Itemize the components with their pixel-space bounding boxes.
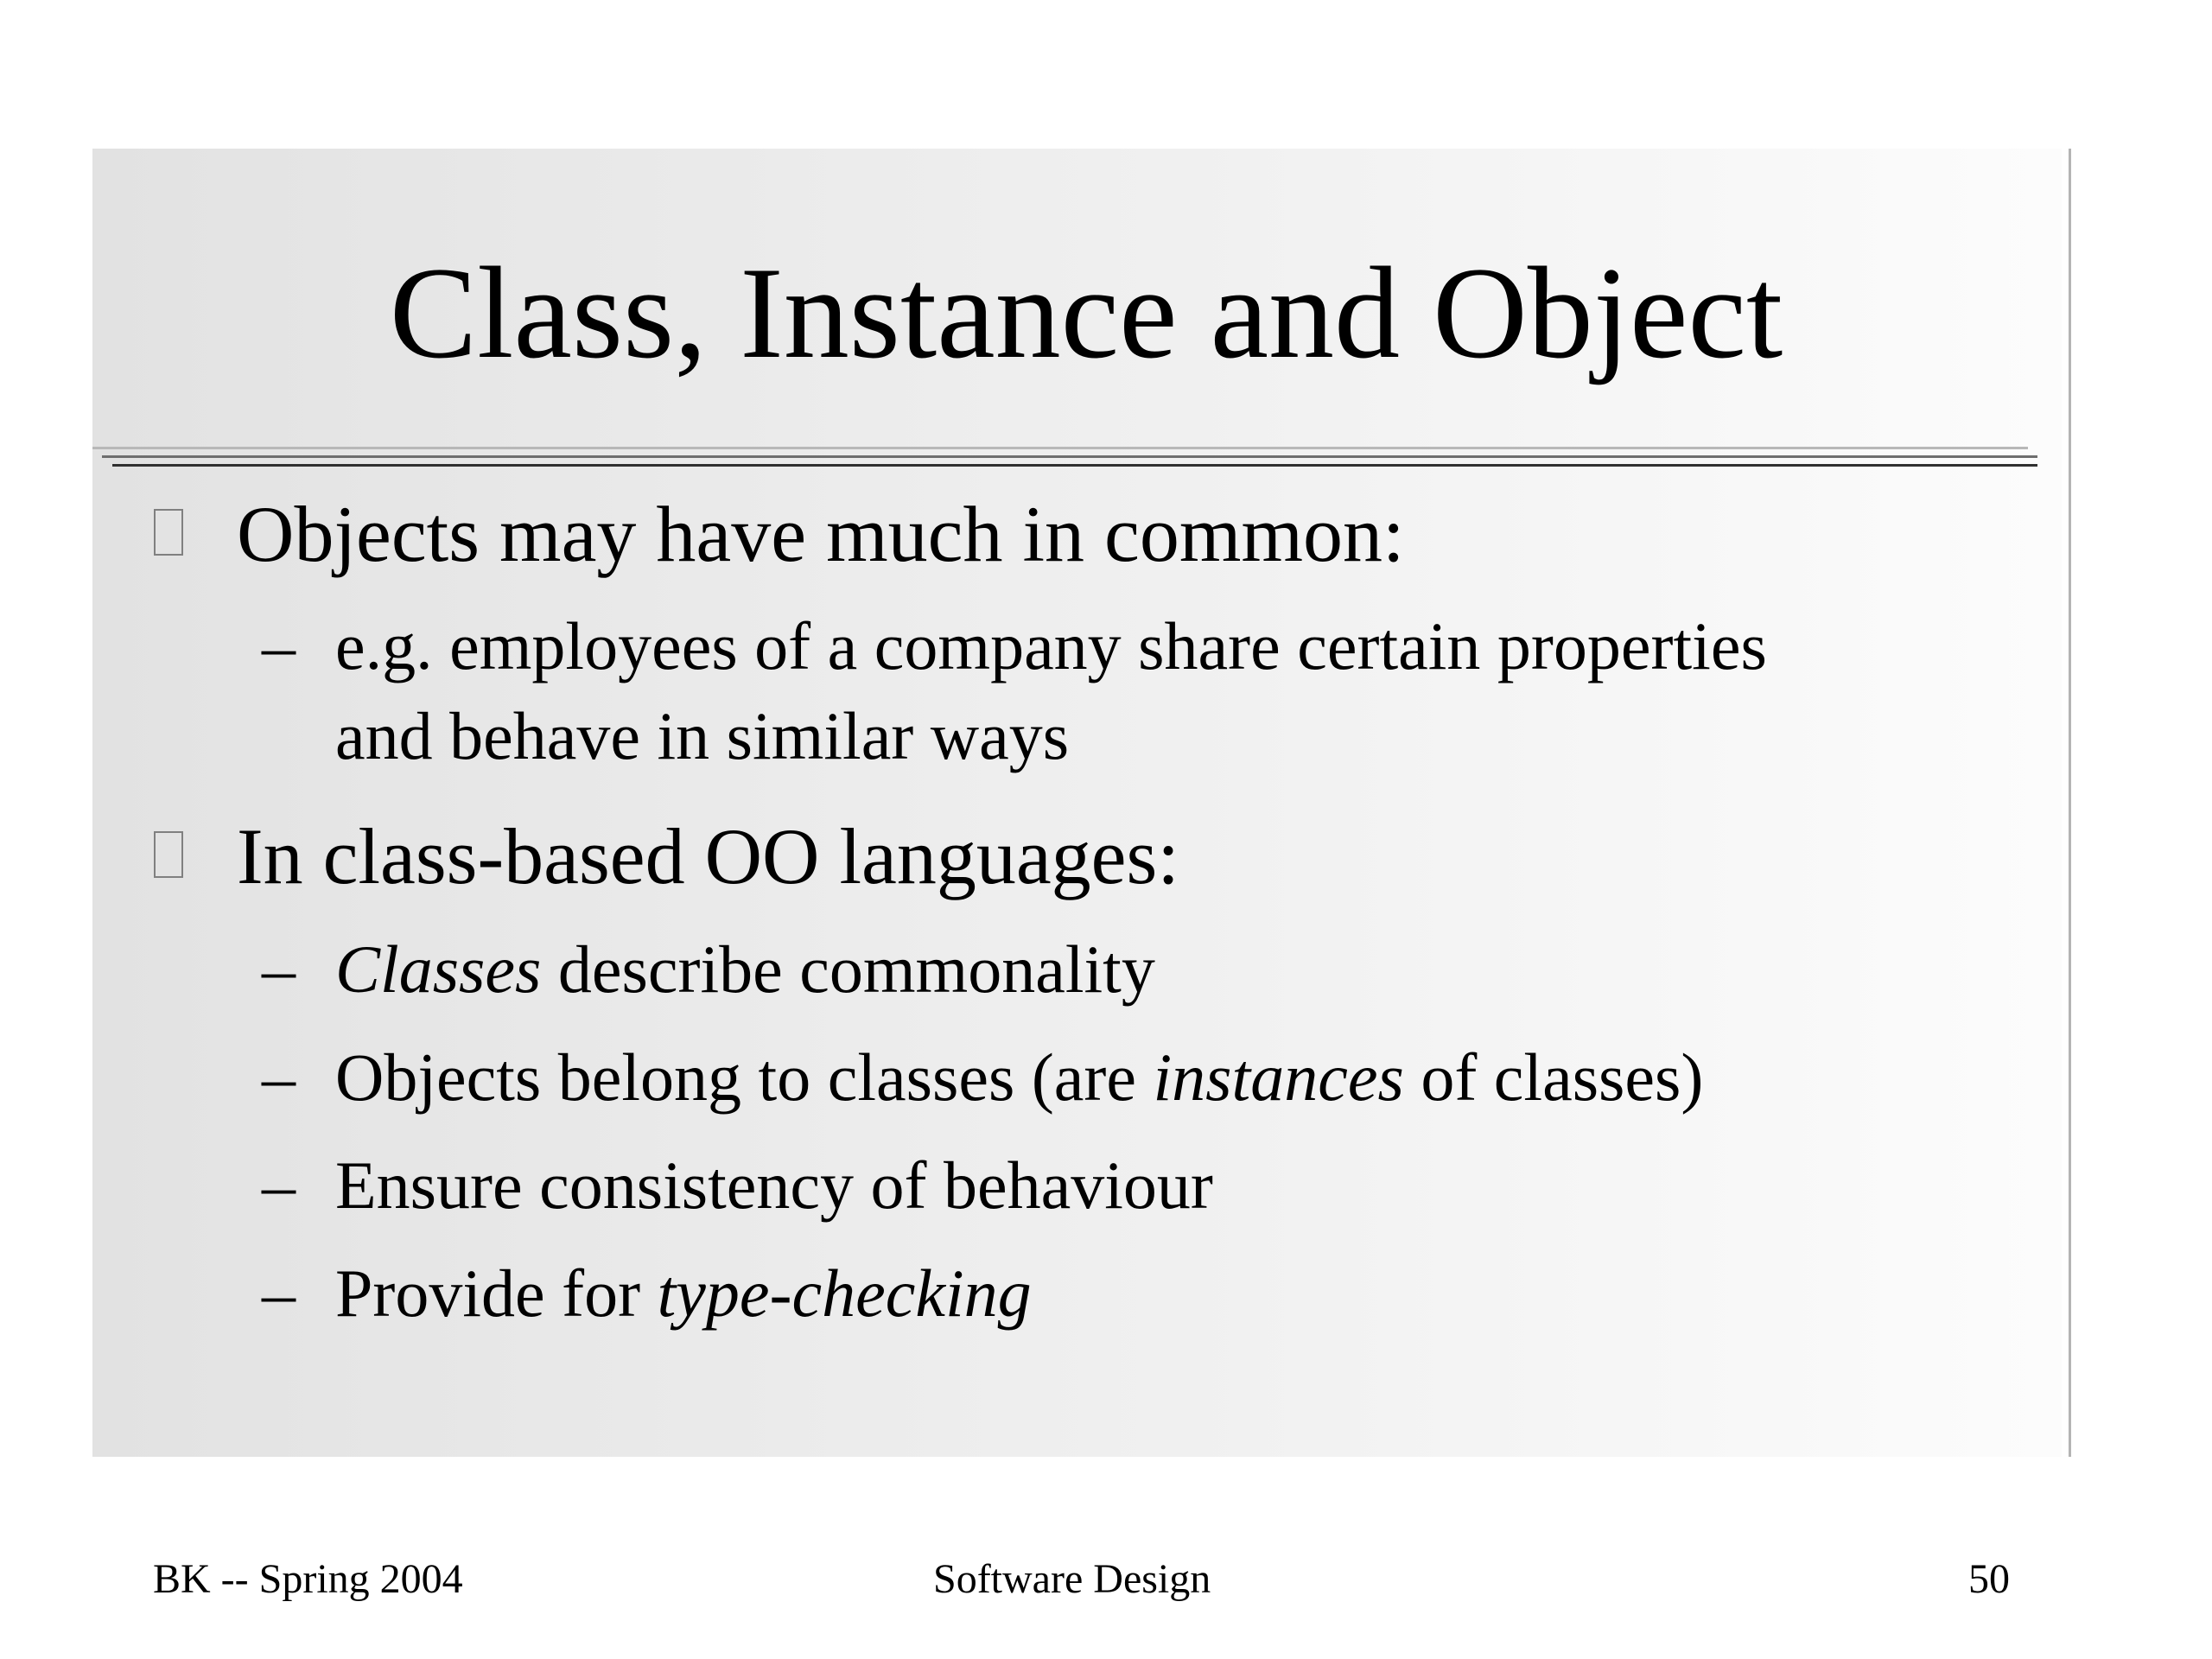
footer-author-date: BK -- Spring 2004 (153, 1556, 463, 1602)
slide-title: Class, Instance and Object (389, 240, 1783, 385)
sub-bullet-1-1-line-2: and behave in similar ways (335, 698, 1070, 773)
italic-term: instances (1153, 1039, 1404, 1115)
box-bullet-icon (154, 831, 183, 878)
sub-bullet-2-1 (335, 925, 1155, 1014)
sub-bullet-1-1-line-1: e.g. employees of a company share certain properties (335, 608, 1767, 683)
title-rule-top (92, 447, 2028, 449)
italic-term: type-checking (657, 1255, 1032, 1331)
sub-bullet-text: of classes) (1403, 1039, 1704, 1115)
sub-bullet-2-4 (335, 1249, 1032, 1338)
dash-icon: – (262, 1039, 296, 1115)
bullet-1-text: Objects may have much in common: (237, 490, 1405, 578)
dash-icon: – (262, 931, 296, 1007)
sub-bullet-2-3 (335, 1141, 1213, 1230)
title-rule-middle (102, 455, 2037, 458)
sub-bullet-text: Ensure consistency of behaviour (335, 1147, 1213, 1223)
sub-bullet-2-2 (335, 1033, 1703, 1122)
sub-bullet-text: describe commonality (541, 931, 1155, 1007)
dash-icon: – (262, 1255, 296, 1331)
footer-page-number: 50 (1968, 1556, 2010, 1602)
footer-course-title: Software Design (933, 1556, 1211, 1602)
sub-bullet-text: Objects belong to classes (are (335, 1039, 1154, 1115)
sub-bullet-text: Provide for (335, 1255, 658, 1331)
dash-icon: – (262, 608, 296, 683)
bullet-2-text: In class-based OO languages: (237, 812, 1179, 900)
italic-term: Classes (335, 931, 542, 1007)
box-bullet-icon (154, 509, 183, 556)
title-rule-bottom (112, 464, 2037, 467)
dash-icon: – (262, 1147, 296, 1223)
